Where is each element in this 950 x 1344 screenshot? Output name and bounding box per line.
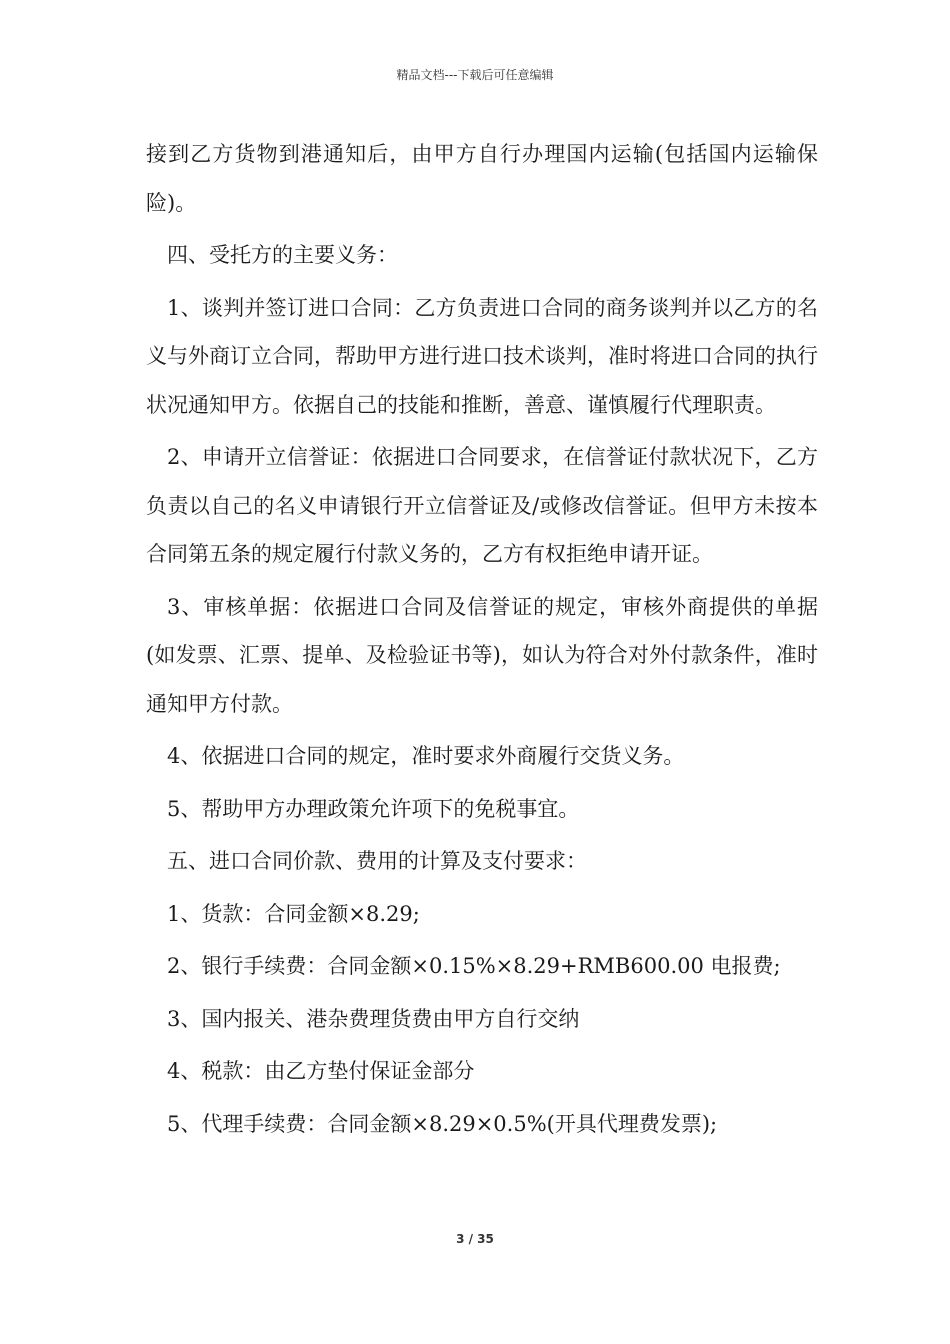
paragraph-tax-exemption: 5、帮助甲方办理政策允许项下的免税事宜。 [167, 796, 580, 821]
paragraph-negotiate-contract: 1、谈判并签订进口合同：乙方负责进口合同的商务谈判并以乙方的名义与外商订立合同，帮助甲方进行进口技术谈判，准时将进口合同的执行状况通知甲方。依据自己的技能和推断，善意、谨慎履行代理职责。 [146, 295, 818, 417]
page-header: 精品文档---下载后可任意编辑 [396, 68, 554, 82]
paragraph-agency-fee: 5、代理手续费：合同金额×8.29×0.5%(开具代理费发票); [167, 1111, 718, 1136]
page-number: 3 / 35 [456, 1232, 494, 1246]
paragraph-bank-fee: 2、银行手续费：合同金额×0.15%×8.29+RMB600.00 电报费; [167, 954, 781, 978]
paragraph-payment: 1、货款：合同金额×8.29; [167, 901, 420, 926]
paragraph-review-documents: 3、审核单据：依据进口合同及信誉证的规定，审核外商提供的单据(如发票、汇票、提单、及检验证书等)，如认为符合对外付款条件，准时通知甲方付款。 [146, 594, 818, 716]
document-body [146, 130, 818, 1152]
section-heading-4: 四、受托方的主要义务： [167, 243, 398, 267]
section-heading-5: 五、进口合同价款、费用的计算及支付要求： [167, 849, 587, 873]
paragraph-taxes: 4、税款：由乙方垫付保证金部分 [167, 1059, 475, 1083]
paragraph-delivery-obligation: 4、依据进口合同的规定，准时要求外商履行交货义务。 [167, 744, 685, 768]
paragraph-1: 接到乙方货物到港通知后，由甲方自行办理国内运输(包括国内运输保险)。 [146, 142, 818, 215]
paragraph-customs-fee: 3、国内报关、港杂费理货费由甲方自行交纳 [167, 1006, 580, 1031]
paragraph-letter-of-credit: 2、申请开立信誉证：依据进口合同要求，在信誉证付款状况下，乙方负责以自己的名义申请银行开立信誉证及/或修改信誉证。但甲方未按本合同第五条的规定履行付款义务的，乙方有权拒绝申请开证。 [146, 445, 818, 566]
